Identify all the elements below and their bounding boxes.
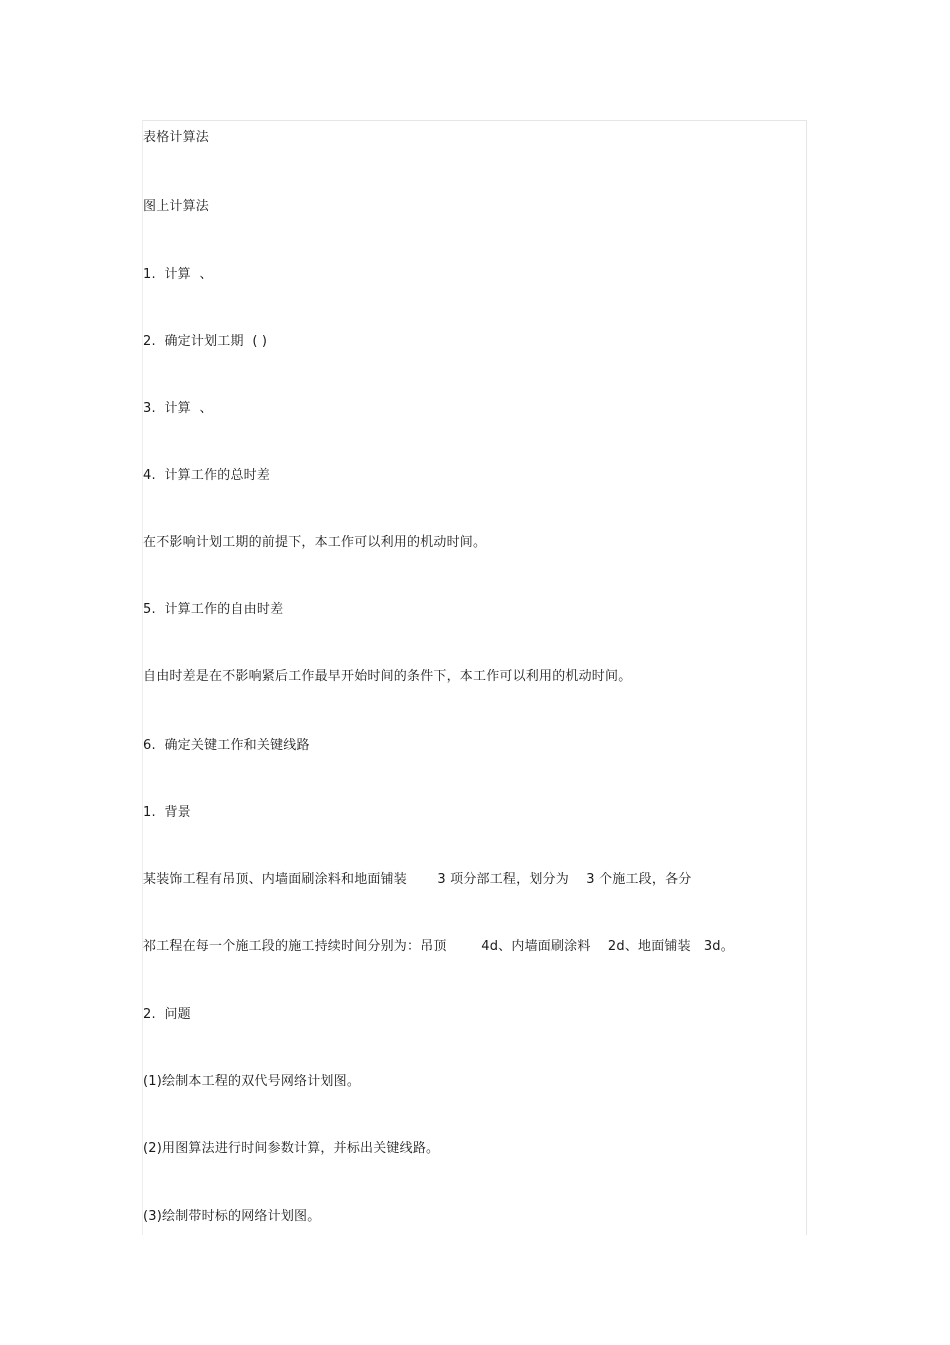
step-3: 3. 计算 、 [143,401,213,416]
heading-table-method: 表格计算法 [143,130,210,145]
question-3: (3)绘制带时标的网络计划图。 [143,1209,321,1224]
free-float-definition: 自由时差是在不影响紧后工作最早开始时间的条件下，本工作可以利用的机动时间。 [143,669,632,684]
step-1: 1. 计算 、 [143,267,213,282]
step-6: 6. 确定关键工作和关键线路 [143,738,310,753]
heading-graph-method: 图上计算法 [143,199,210,214]
total-float-definition: 在不影响计划工期的前提下，本工作可以利用的机动时间。 [143,535,487,550]
question-2: (2)用图算法进行时间参数计算，并标出关键线路。 [143,1141,440,1156]
section-background: 1. 背景 [143,805,191,820]
background-paragraph-line: 祁工程在每一个施工段的施工持续时间分别为：吊顶 4d、内墙面刷涂料 2d、地面铺装 3d。 [143,939,734,954]
step-4: 4. 计算工作的总时差 [143,468,271,483]
background-paragraph-line: 某装饰工程有吊顶、内墙面刷涂料和地面铺装 3 项分部工程，划分为 3 个施工段，各分 [143,872,692,887]
section-questions: 2. 问题 [143,1007,191,1022]
step-2: 2. 确定计划工期 ( ) [143,334,268,349]
step-5: 5. 计算工作的自由时差 [143,602,284,617]
question-1: (1)绘制本工程的双代号网络计划图。 [143,1074,361,1089]
